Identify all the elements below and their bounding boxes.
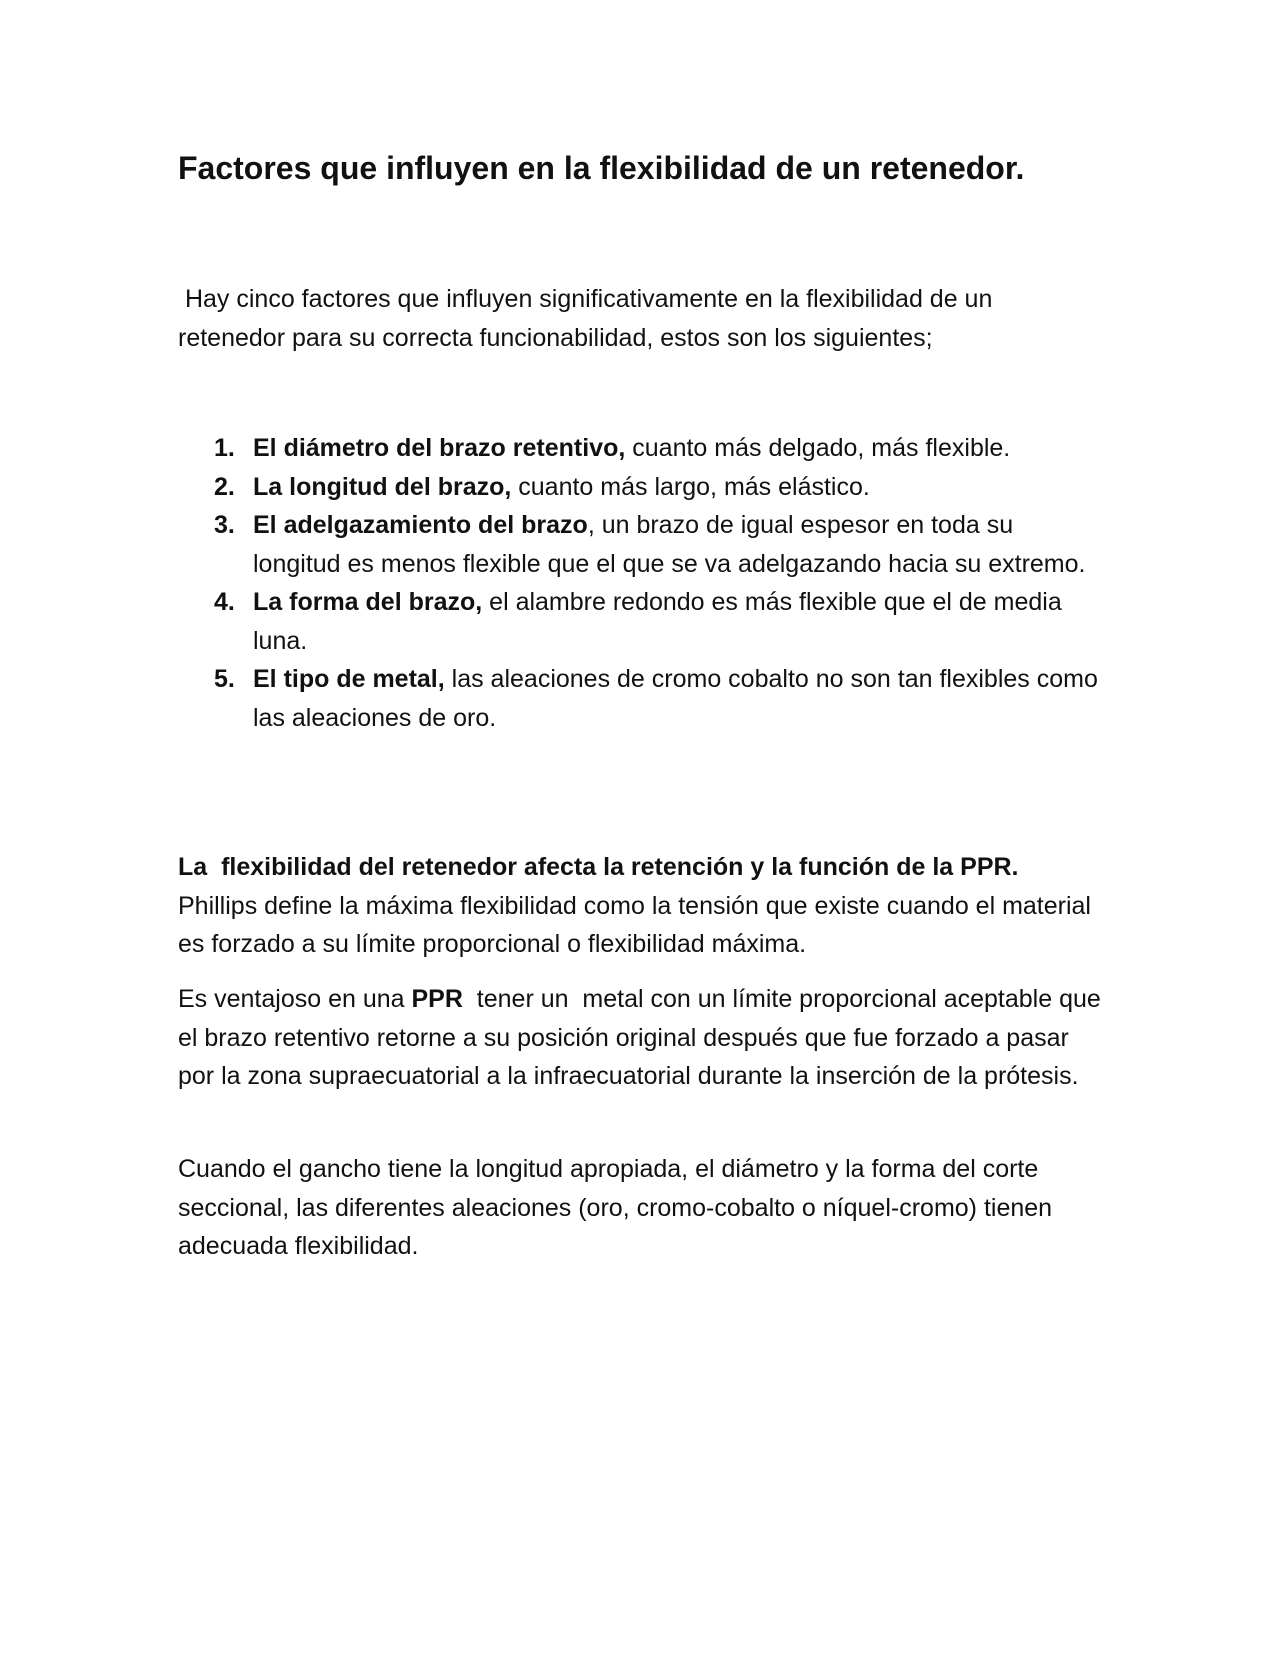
factor-term: El adelgazamiento del brazo bbox=[253, 511, 588, 539]
flexibility-section bbox=[178, 848, 1098, 964]
paragraph-text-start: Es ventajoso en una bbox=[178, 985, 412, 1013]
factor-text: , un brazo de igual espesor en toda su longitud es menos flexible que el que se va adelgazando hacia su extremo. bbox=[253, 511, 1086, 578]
factors-list bbox=[178, 429, 1105, 737]
list-item bbox=[178, 468, 1098, 507]
document-title: Factores que influyen en la flexibilidad de un retenedor. bbox=[178, 150, 1025, 186]
factor-text: el alambre redondo es más flexible que el de media luna. bbox=[253, 588, 1069, 655]
factor-term: El diámetro del brazo retentivo, bbox=[253, 434, 626, 462]
factor-term: El tipo de metal, bbox=[253, 665, 445, 693]
list-number: 4. bbox=[214, 588, 235, 616]
factor-text: cuanto más largo, más elástico. bbox=[511, 472, 870, 501]
intro-paragraph: Hay cinco factores que influyen significativamente en la flexibilidad de un retenedor para su correcta funcionabilidad, estos son los siguientes; bbox=[178, 285, 1000, 352]
factor-text: cuanto más delgado, más flexible. bbox=[625, 434, 1011, 462]
section-text: Phillips define la máxima flexibilidad como la tensión que existe cuando el material es forzado a su límite proporcional o flexibilidad máxima. bbox=[178, 891, 1091, 958]
list-item bbox=[178, 583, 1098, 660]
conclusion-paragraph: Cuando el gancho tiene la longitud apropiada, el diámetro y la forma del corte seccional, las diferentes aleaciones (oro, cromo-cobalto o níquel-cromo) tienen adecuada flexibilidad. bbox=[178, 1155, 1053, 1260]
ppr-term: PPR bbox=[411, 985, 463, 1013]
list-number: 1. bbox=[214, 434, 235, 462]
factor-term: La forma del brazo, bbox=[253, 588, 483, 616]
list-item bbox=[178, 429, 1098, 468]
factor-term: La longitud del brazo, bbox=[253, 472, 512, 501]
list-item bbox=[178, 660, 1105, 737]
list-number: 3. bbox=[214, 511, 235, 539]
advantage-paragraph bbox=[178, 980, 1108, 1096]
section-heading: La flexibilidad del retenedor afecta la retención y la función de la PPR. bbox=[178, 853, 1019, 881]
list-item bbox=[178, 506, 1098, 583]
paragraph-text-end: tener un metal con un límite proporcional aceptable que el brazo retentivo retorne a su posición original después que fue forzado a pasar por la zona supraecuatorial a la infraecuatorial durante la inserción de la prótesis. bbox=[178, 985, 1108, 1090]
factor-text: las aleaciones de cromo cobalto no son tan flexibles como las aleaciones de oro. bbox=[253, 665, 1105, 732]
list-number: 5. bbox=[214, 665, 235, 693]
list-number: 2. bbox=[214, 472, 235, 501]
